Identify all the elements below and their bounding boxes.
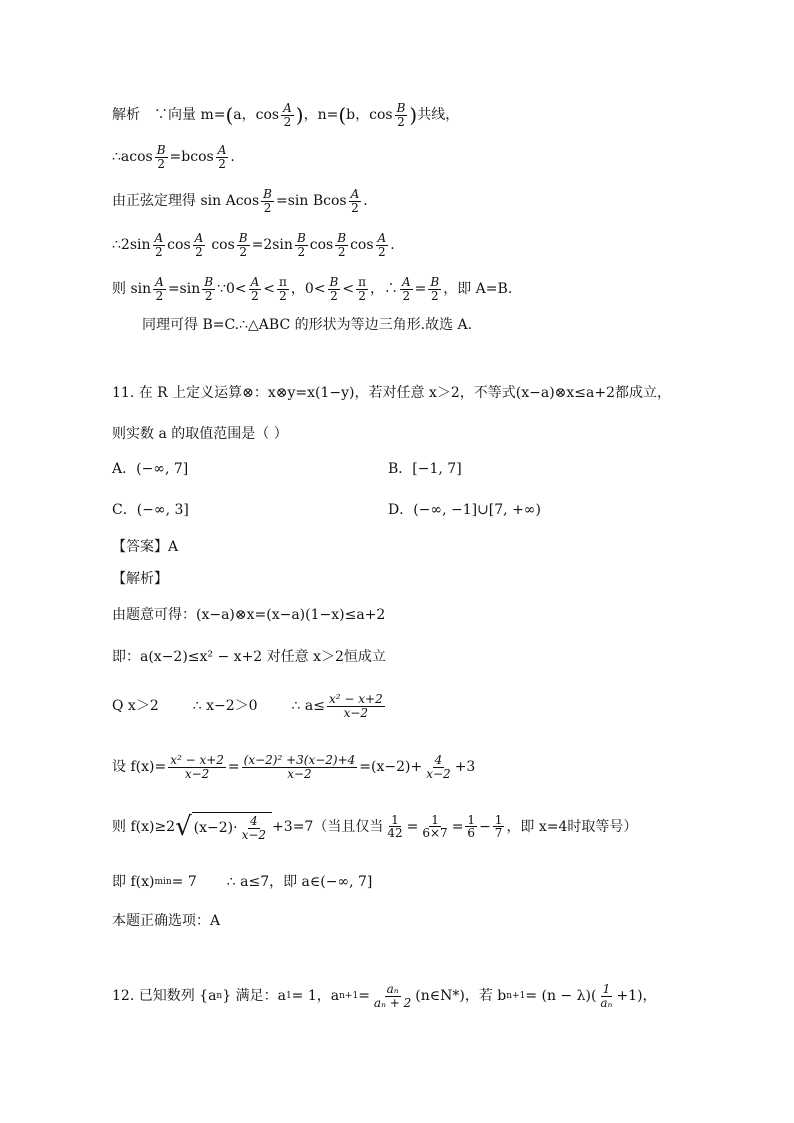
sol10-line3: 由正弦定理得 sin Acos $\frac{B}{2}$ =sin Bcos $\frac{A}{2}$ . (112, 187, 368, 215)
sqrt-sign: √ (x−2)· $\frac{4}{x-2}$ (175, 812, 272, 841)
q11-option-d: D．(−∞, −1]∪[7, +∞) (388, 502, 541, 518)
q11-option-b: B．[−1, 7] (388, 461, 462, 477)
q11-step6: 即 f(x) min = 7 ∴ a≤7，即 a∈(−∞, 7] (112, 874, 373, 890)
q11-answer: 【答案】A (112, 539, 179, 555)
sol10-line1: 解析 ∵向量 m= ( a，cos $\frac{A}{2}$ ) ，n= ( b，cos $\frac{B}{2}$ ) 共线， (112, 101, 460, 129)
q11-option-c: C．(−∞, 3] (112, 502, 189, 518)
q11-step5: 则 f(x)≥2 √ (x−2)· $\frac{4}{x-2}$ +3=7（当且仅当 $\frac{1}{42}$ = $\frac{1}{6\times 7}$ = $\frac{1}{6}$ − $\frac{1}{7}$ ，即 x=4时取等号） (112, 811, 638, 842)
q11-step2: 即：a(x−2)≤x² − x+2 对任意 x＞2恒成立 (112, 649, 386, 665)
q11-step4: 设 f(x)= $\frac{\text{x² − x+2}}{x-2}$ = $\frac{\text{(x−2)² +3(x−2)+4}}{x-2}$ =(x−2)+ $\frac{4}{x-2}$ +3 (112, 753, 476, 781)
q11-step3: Q x＞2 ∴ x−2＞0 ∴ a≤ $\frac{\text{x² − x+2}}{x-2}$ (112, 692, 383, 720)
jiexi-label: 解析 (112, 107, 140, 124)
q12-stem: 12. 已知数列 {a n } 满足：a 1 = 1，a n+1 = $\frac{\text{aₙ}}{\text{aₙ + 2}}$ (n∈N*)，若 b n+1 = (n − λ)( $\frac{1}{\text{aₙ}}$ +1)， (112, 982, 657, 1010)
q11-stem-line2: 则实数 a 的取值范围是（ ） (112, 426, 288, 442)
q11-conclusion: 本题正确选项：A (112, 913, 221, 929)
q11-step1: 由题意可得：(x−a)⊗x=(x−a)(1−x)≤a+2 (112, 607, 386, 623)
sol10-line2: ∴acos $\frac{B}{2}$ =bcos $\frac{A}{2}$ . (112, 143, 235, 171)
q11-analysis-label: 【解析】 (112, 571, 168, 587)
sol10-line4: ∴2sin $\frac{A}{2}$ cos $\frac{A}{2}$ cos $\frac{B}{2}$ =2sin $\frac{B}{2}$ cos $\frac{B}{2}$ cos $\frac{A}{2}$ . (112, 231, 395, 259)
q11-stem-line1: 11. 在 R 上定义运算⊗：x⊗y=x(1−y)，若对任意 x＞2，不等式(x−a)⊗x≤a+2都成立， (112, 385, 672, 401)
sol10-line5: 则 sin $\frac{A}{2}$ =sin $\frac{B}{2}$ ∵0< $\frac{A}{2}$ < $\frac{\pi}{2}$ ，0< $\frac{B}{2}$ < $\frac{\pi}{2}$ ，∴ $\frac{A}{2}$ = $\frac{B}{2}$ ，即 A=B. (112, 275, 513, 303)
q11-option-a: A．(−∞, 7] (112, 461, 189, 477)
sol10-line6: 同理可得 B=C.∴△ABC 的形状为等边三角形.故选 A. (142, 317, 473, 333)
